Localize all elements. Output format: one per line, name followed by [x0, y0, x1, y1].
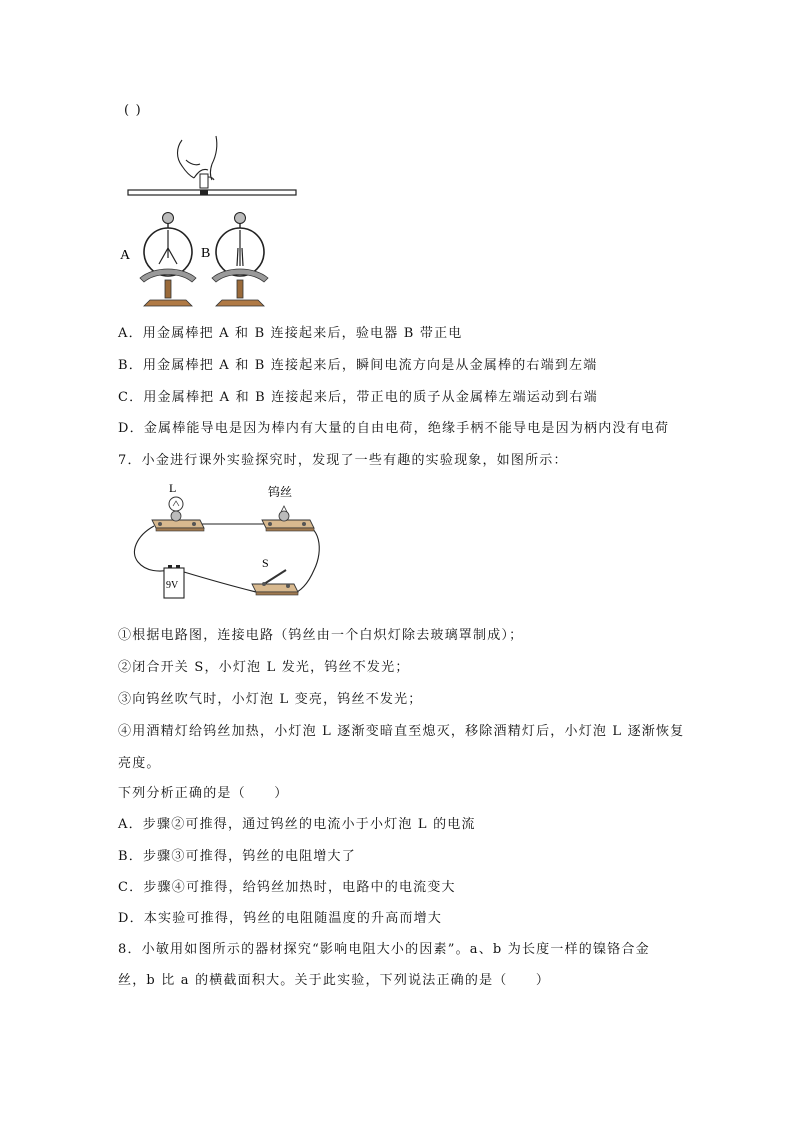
q7-step-2: ②闭合开关 S，小灯泡 L 发光，钨丝不发光；: [118, 660, 410, 675]
q7-step-4: ④用酒精灯给钨丝加热，小灯泡 L 逐渐变暗直至熄灭，移除酒精灯后，小灯泡 L 逐渐恢复: [118, 724, 685, 739]
q7-step-3: ③向钨丝吹气时，小灯泡 L 变亮，钨丝不发光；: [118, 692, 423, 707]
q7-step-4-cont: 亮度。: [118, 756, 161, 771]
q6-option-d: D．金属棒能导电是因为棒内有大量的自由电荷，绝缘手柄不能导电是因为柄内没有电荷: [118, 421, 670, 436]
tungsten-wire: [262, 506, 314, 531]
q6-stem-tail: ( ): [124, 103, 142, 118]
q7-option-d: D．本实验可推得，钨丝的电阻随温度的升高而增大: [118, 911, 443, 926]
switch-label: S: [262, 556, 269, 570]
insulating-handle: [200, 174, 208, 188]
battery-label: 9V: [166, 580, 179, 591]
electroscope-figure: [118, 130, 303, 315]
q7-question: 下列分析正确的是（ ）: [118, 786, 289, 801]
q8-line-1: 8．小敏用如图所示的器材探究“影响电阻大小的因素”。a、b 为长度一样的镍铬合金: [118, 942, 650, 957]
hand-icon: [178, 136, 217, 180]
q6-option-a: A．用金属棒把 A 和 B 连接起来后，验电器 B 带正电: [118, 326, 463, 341]
wire-label: 钨丝: [268, 485, 293, 499]
metal-rod: [128, 190, 296, 195]
lamp-label: L: [169, 481, 177, 495]
q7-option-a: A．步骤②可推得，通过钨丝的电流小于小灯泡 L 的电流: [118, 817, 476, 832]
q7-step-1: ①根据电路图，连接电路（钨丝由一个白炽灯除去玻璃罩制成）；: [118, 628, 524, 643]
q6-option-c: C．用金属棒把 A 和 B 连接起来后，带正电的质子从金属棒左端运动到右端: [118, 390, 598, 405]
q7-option-b: B．步骤③可推得，钨丝的电阻增大了: [118, 849, 356, 864]
q6-option-b: B．用金属棒把 A 和 B 连接起来后，瞬间电流方向是从金属棒的右端到左端: [118, 358, 598, 373]
electroscope-a: [140, 213, 196, 307]
circuit-figure: [124, 480, 334, 605]
q7-option-c: C．步骤④可推得，给钨丝加热时，电路中的电流变大: [118, 880, 456, 895]
label-a: A: [120, 248, 131, 263]
switch-s: [252, 570, 298, 595]
q7-stem: 7．小金进行课外实验探究时，发现了一些有趣的实验现象，如图所示：: [118, 453, 568, 468]
q8-line-2: 丝，b 比 a 的横截面积大。关于此实验，下列说法正确的是（ ）: [118, 973, 551, 988]
electroscope-b: [212, 213, 268, 307]
lamp-l: [152, 497, 204, 531]
label-b: B: [201, 246, 211, 261]
